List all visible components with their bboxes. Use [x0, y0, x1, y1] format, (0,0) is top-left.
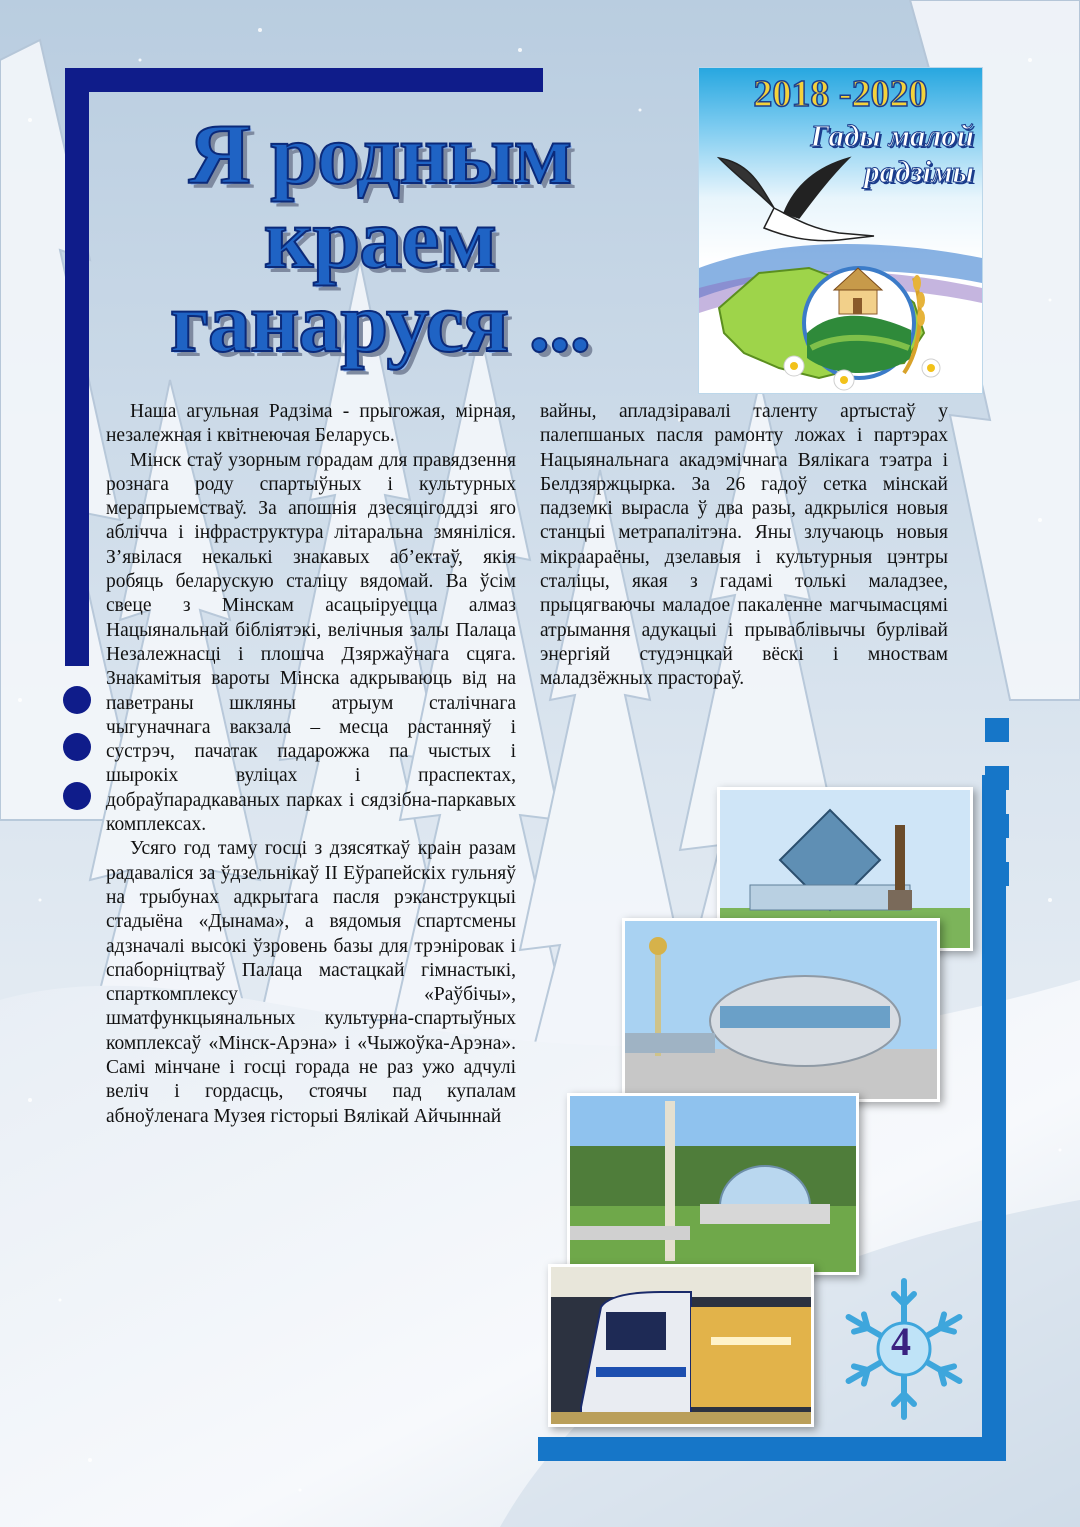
page-number: 4 [891, 1319, 911, 1364]
minsk-arena-photo [622, 918, 940, 1102]
logo-subtitle-line-2: радзімы [864, 154, 974, 189]
title-line-3: ганаруся ... [169, 274, 591, 370]
frame-top-bar [65, 68, 543, 92]
metro-train-photo [548, 1264, 814, 1427]
frame-left-bar [65, 68, 89, 666]
frame-bottom-bar [538, 1437, 1006, 1461]
page-title [100, 106, 660, 370]
article-column-1 [106, 400, 516, 1129]
small-homeland-years-logo [698, 67, 983, 394]
paragraph: вайны, апладзіравалі таленту артыстаў у палепшаных пасля рамонту ложах і партэрах Нацыянальнага акадэмічнага Вялікага тэатра і Белдзяржцырка. За 26 гадоў сетка мінскай падземкі вырасла ў два разы, адкрыліся новыя станцыі метрапалітэна. Яны злучаюць новыя мікраараёны, дзелавыя і культурныя цэнтры сталіцы, якая з гадамі толькі маладзее, прыцягваючы маладое пакаленне магчымасцямі атрымання адукацыі і прываблівычы бурлівай энергіяй студэнцкай вёскі і мноствам маладзёжных прастораў. [540, 401, 948, 690]
bullet-dot [63, 782, 91, 810]
title-line-1: Я родным [188, 106, 572, 202]
square-marker [985, 718, 1009, 742]
war-museum-photo [567, 1093, 859, 1275]
logo-subtitle [811, 118, 974, 190]
bullet-dot [63, 686, 91, 714]
title-line-2: краем [263, 190, 497, 286]
square-marker [985, 814, 1009, 838]
stork-map-emblem-icon [699, 68, 982, 393]
bullet-dot [63, 733, 91, 761]
paragraph: Мінск стаў узорным горадам для правядзення рознага роду спартыўных і культурных мерапрыемстваў. За апошнія дзесяцігоддзі яго аблічча і інфраструктура літаральна змяніліся. З’явілася некалькі знакавых аб’ектаў, якія робяць беларускую сталіцу вядомай. Ва ўсім свеце з Мінскам асацыіруецца алмаз Нацыянальнай бібліятэкі, велічныя залы Палаца Незалежнасці і плошча Дзяржаўнага сцяга. Знакамітыя вароты Мінска адкрываюць від на паветраны шкляны атрыум сталічнага чыгуначнага вакзала – месца растанняў і сустрэч, пачатак падарожжа па чыстых і шырокіх вуліцах і праспектах, добраўпарадкаваных парках і сядзібна-паркавых комплексах. [106, 449, 516, 836]
logo-years: 2018 -2020 [753, 73, 928, 115]
article-column-2 [540, 400, 948, 692]
paragraph: Наша агульная Радзіма - прыгожая, мірная, незалежная і квітнеючая Беларусь. [106, 401, 516, 447]
square-marker [985, 862, 1009, 886]
logo-subtitle-line-1: Гады малой [810, 118, 974, 153]
paragraph: Усяго год таму госці з дзясяткаў краін разам радаваліся за ўдзельнікаў II Еўрапейскіх гульняў на трыбунах адкрытага пасля рэканструкцыі стадыёна «Дынама», а вядомыя спартсмены адзначалі высокі ўзровень базы для трэніровак і спаборніцтваў Палаца мастацкай гімнастыкі, спарткомплексу «Раўбічы», шматфункцыянальных культурна-спартыўных комплексаў «Мінск-Арэна» і «Чыжоўка-Арэна». Самі мінчане і госці горада не раз ужо адчулі веліч і гордасць, стоячы пад купалам абноўленага Музея гісторыі Вялікай Айчыннай [106, 838, 516, 1127]
square-marker [985, 766, 1009, 790]
